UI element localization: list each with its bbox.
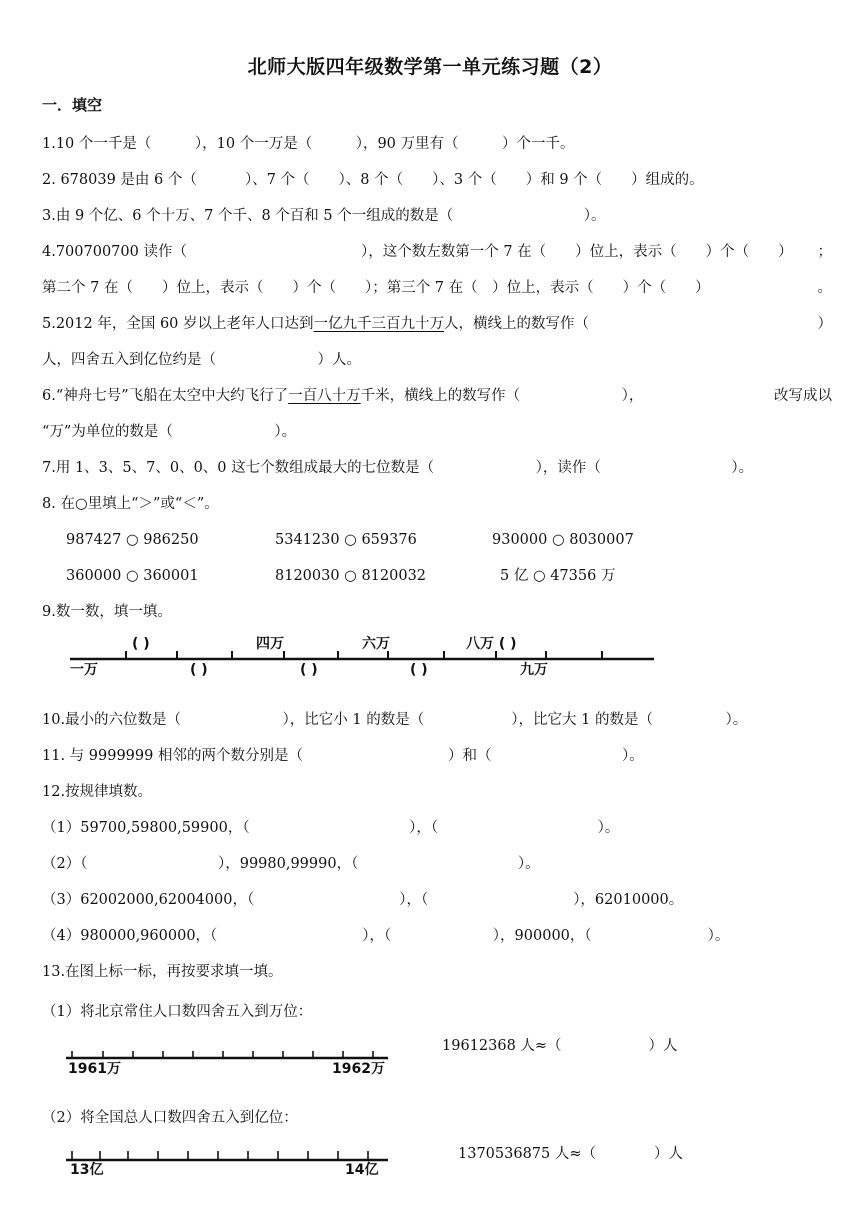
- question-6-line-2: “万”为单位的数是（ ）。: [42, 424, 297, 440]
- q9-top-label-4: 八万 ( ): [466, 636, 517, 652]
- question-3: 3.由 9 个亿、6 个十万、7 个千、8 个百和 5 个一组成的数是（ ）。: [42, 208, 606, 224]
- q9-bottom-label-1: 一万: [70, 662, 98, 678]
- question-4-text-2: 第二个 7 在（ ）位上，表示（ ）个（ ）；第三个 7 在（ ）位上，表示（ ）个（ ）: [42, 280, 710, 296]
- question-4-line-2: [42, 278, 832, 298]
- question-13-2: （2）将全国总人口数四舍五入到亿位：: [42, 1110, 298, 1126]
- question-11: 11. 与 9999999 相邻的两个数分别是（ ）和（ ）。: [42, 748, 644, 764]
- compare-1-1: 987427 ○ 986250: [66, 532, 199, 548]
- compare-1-3: 930000 ○ 8030007: [492, 532, 634, 548]
- q13-1-start-label: 1961万: [68, 1061, 121, 1077]
- question-5-underlined-number: 一亿九千三百九十万: [313, 316, 445, 332]
- page-title: 北师大版四年级数学第一单元练习题（2）: [247, 56, 613, 78]
- question-5-line-2: 人，四舍五入到亿位约是（ ）人。: [42, 352, 361, 368]
- question-8: 8. 在○里填上“＞”或“＜”。: [42, 496, 219, 512]
- question-12-1: （1）59700,59800,59900，（ ），（ ）。: [42, 820, 620, 836]
- q9-bottom-label-5: 九万: [520, 662, 548, 678]
- q13-1-answer: 19612368 人≈（ ）人: [442, 1038, 678, 1054]
- question-6-text: [42, 386, 643, 406]
- question-12-3: （3）62002000,62004000，（ ），（ ），62010000。: [42, 892, 684, 908]
- question-2: 2. 678039 是由 6 个（ ）、7 个（ ）、8 个（ ）、3 个（ ）和 9 个（ ）组成的。: [42, 172, 704, 188]
- question-12-2: （2）（ ），99980,99990，（ ）。: [42, 856, 540, 872]
- compare-2-2: 8120030 ○ 8120032: [275, 568, 427, 584]
- question-5-prefix: 5.2012 年，全国 60 岁以上老年人口达到: [42, 316, 314, 332]
- q9-top-label-1: ( ): [132, 636, 150, 652]
- q13-1-end-label: 1962万: [332, 1061, 385, 1077]
- question-6-tail: 改写成以: [774, 388, 832, 404]
- number-line-q13-2-ticks: [72, 1151, 368, 1160]
- question-5-line-1: [42, 314, 832, 334]
- question-4-line-1: [42, 242, 832, 262]
- question-12-4: （4）980000,960000，（ ），（ ），900000，（ ）。: [42, 928, 730, 944]
- q13-2-end-label: 14亿: [345, 1162, 379, 1178]
- question-6-underlined-number: 一百八十万: [288, 388, 361, 404]
- question-10: 10.最小的六位数是（ ），比它小 1 的数是（ ），比它大 1 的数是（ ）。: [42, 712, 748, 728]
- question-7: 7.用 1、3、5、7、0、0、0 这七个数组成最大的七位数是（ ），读作（ ）。: [42, 460, 754, 476]
- question-4-text-1: 4.700700700 读作（ ），这个数左数第一个 7 在（ ）位上，表示（ ）个（ ）: [42, 244, 793, 260]
- compare-2-3: 5 亿 ○ 47356 万: [500, 568, 616, 584]
- q13-2-start-label: 13亿: [70, 1162, 104, 1178]
- compare-1-2: 5341230 ○ 659376: [275, 532, 417, 548]
- question-5-text: [42, 314, 749, 334]
- question-12: 12.按规律填数。: [42, 784, 153, 800]
- q9-bottom-label-2: ( ): [190, 662, 208, 678]
- compare-2-1: 360000 ○ 360001: [66, 568, 199, 584]
- question-1: 1.10 个一千是（ ），10 个一万是（ ），90 万里有（ ）个一千。: [42, 136, 575, 152]
- q13-2-answer: 1370536875 人≈（ ）人: [458, 1146, 684, 1162]
- question-6-prefix: 6.“神舟七号”飞船在太空中大约飞行了: [42, 388, 289, 404]
- question-13-1: （1）将北京常住人口数四舍五入到万位：: [42, 1004, 313, 1020]
- question-9: 9.数一数，填一填。: [42, 604, 172, 620]
- q9-bottom-label-4: ( ): [410, 662, 428, 678]
- q9-top-label-3: 六万: [362, 636, 390, 652]
- question-5-close-paren: ）: [817, 316, 832, 332]
- q9-top-label-2: 四万: [256, 636, 284, 652]
- question-4-end-1: ；: [817, 244, 832, 260]
- section-heading: 一．填空: [42, 96, 103, 114]
- q9-bottom-label-3: ( ): [300, 662, 318, 678]
- question-6-line-1: [42, 386, 832, 406]
- question-4-end-2: 。: [817, 280, 832, 296]
- question-5-suffix: 人，横线上的数写作（: [444, 316, 749, 332]
- question-6-suffix: 千米，横线上的数写作（ ），: [360, 388, 644, 404]
- question-13: 13.在图上标一标，再按要求填一填。: [42, 964, 283, 980]
